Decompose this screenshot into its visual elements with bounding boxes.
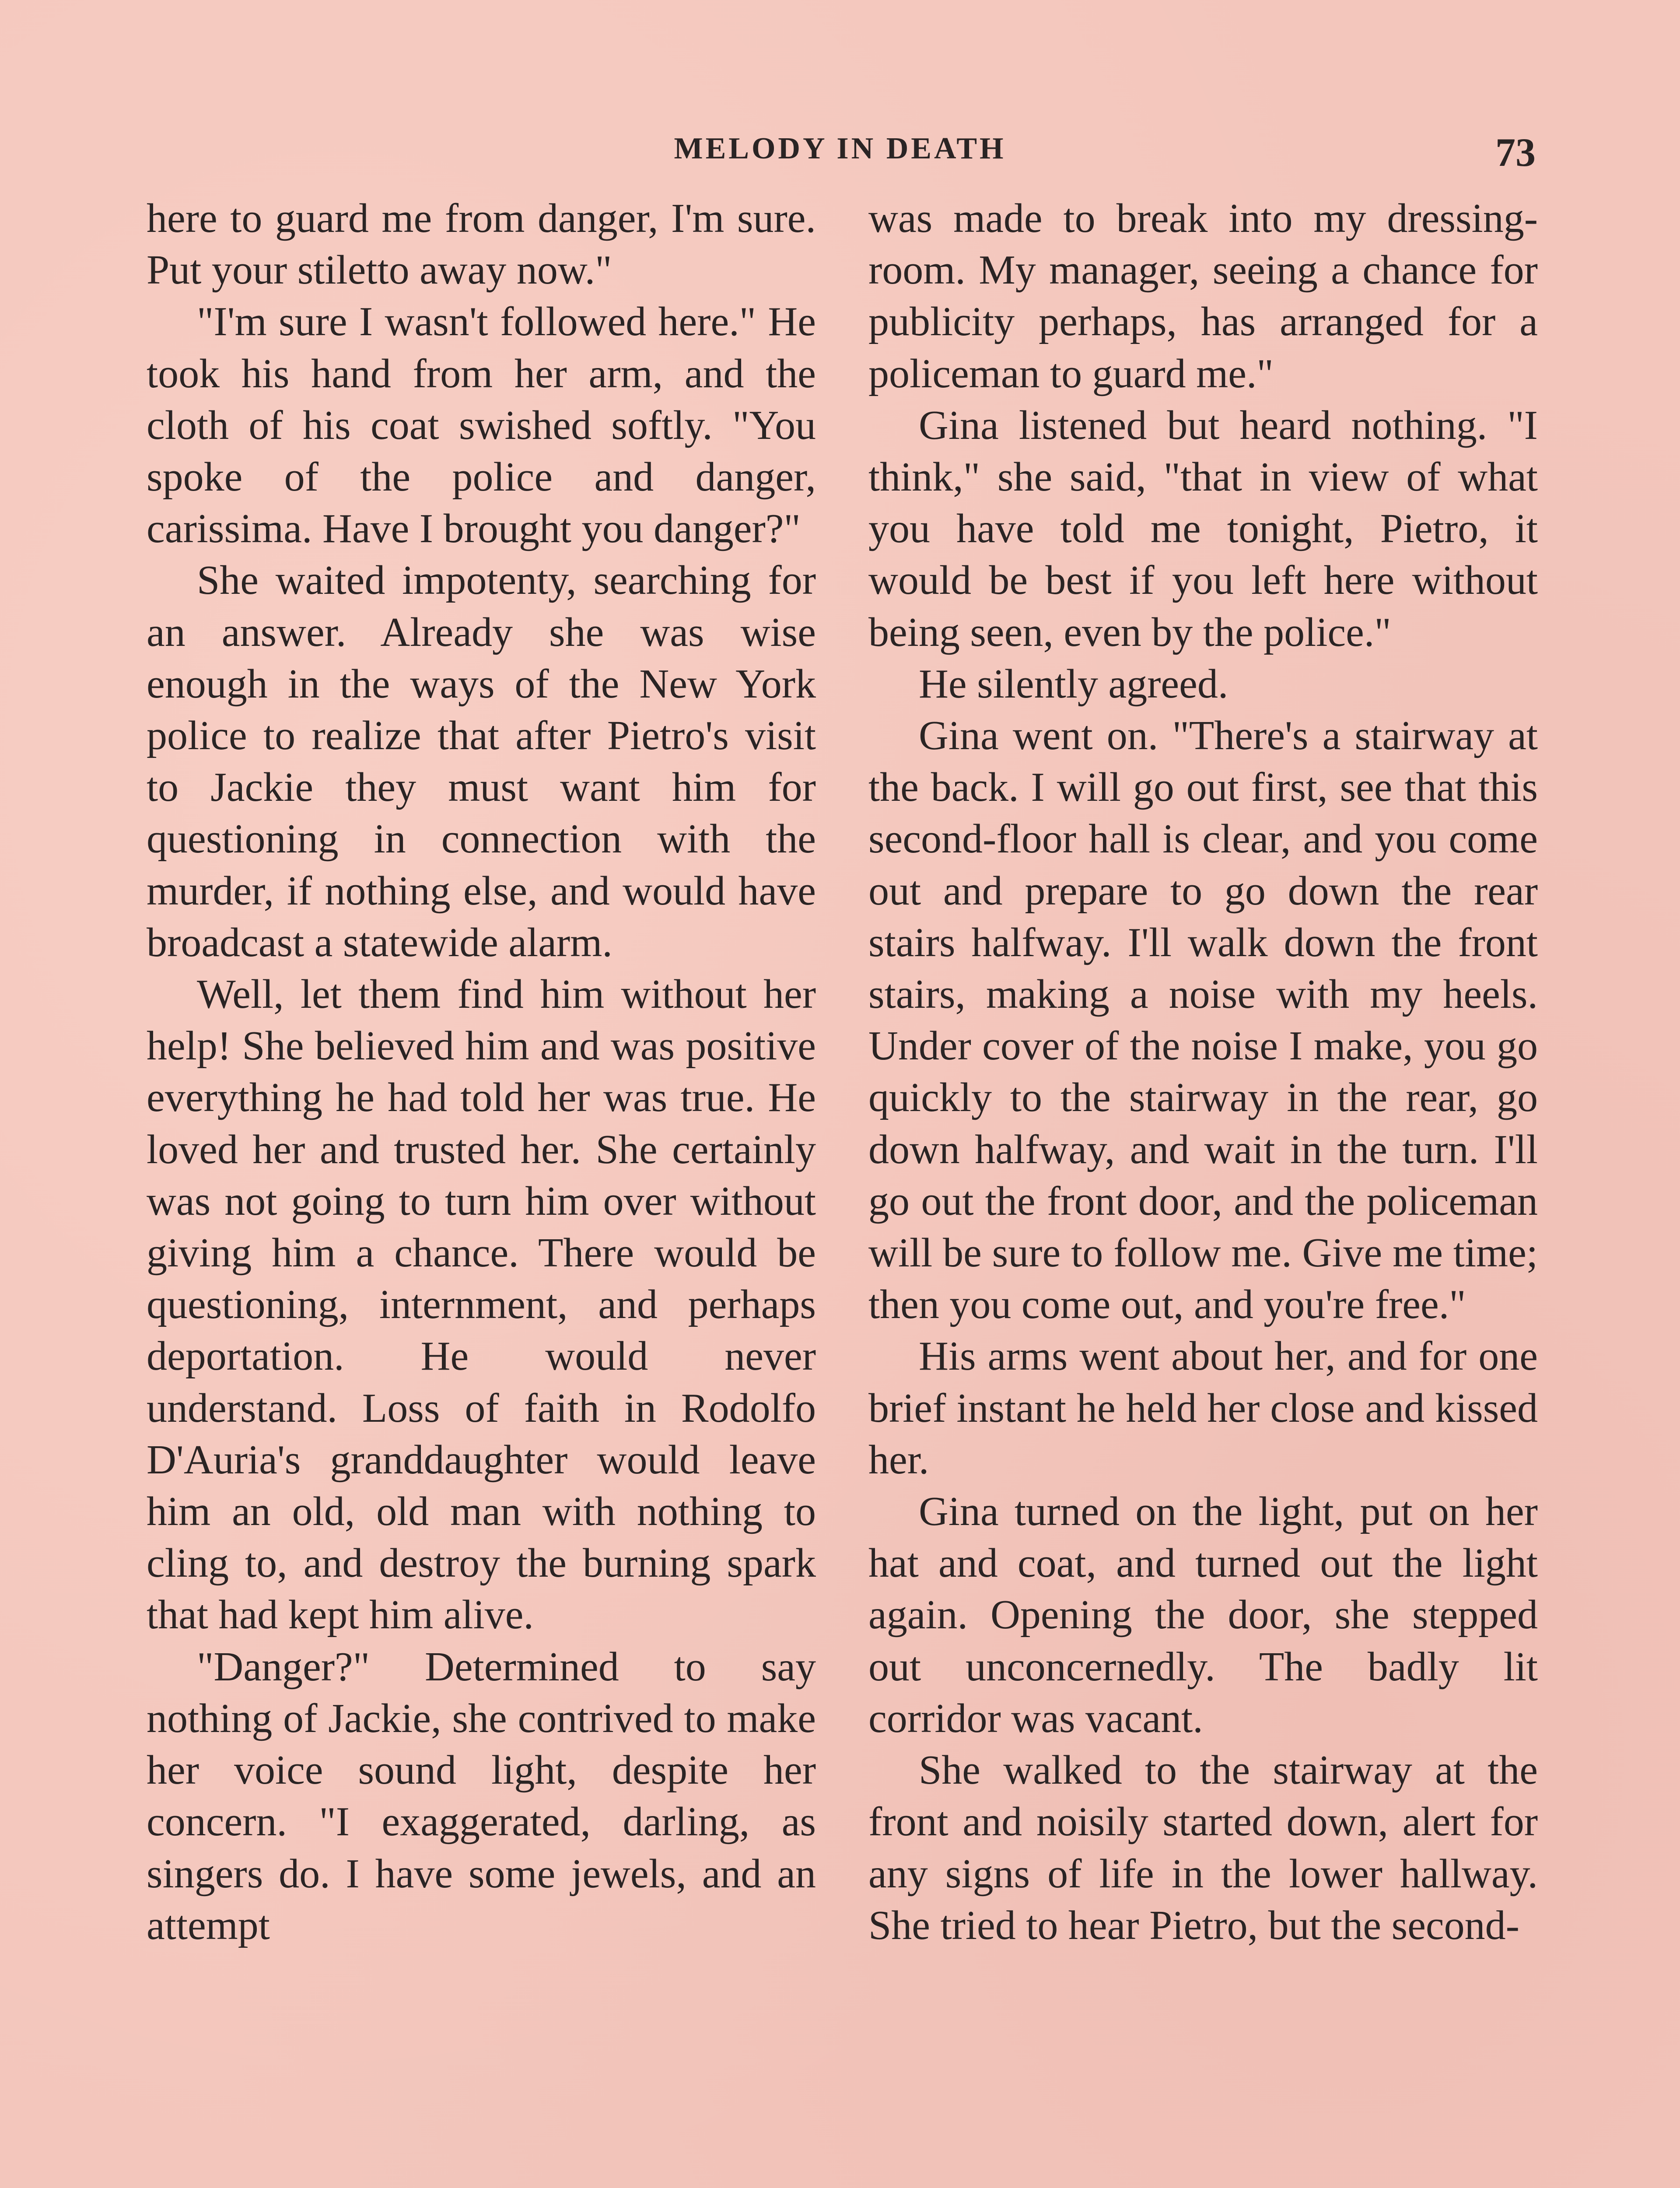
paragraph: here to guard me from danger, I'm sure. Put your stiletto away now.": [147, 196, 816, 293]
paragraph: was made to break into my dressing-room. My manager, seeing a chance for publicity perhaps, has arranged for a policeman to guard me.": [868, 196, 1538, 396]
paragraph: "I'm sure I wasn't followed here." He took his hand from her arm, and the cloth of his coat swished softly. "You spoke of the police and danger, carissima. Have I brought you danger?": [147, 299, 816, 552]
right-column: [868, 193, 1538, 1951]
paragraph: Gina turned on the light, put on her hat and coat, and turned out the light again. Opening the door, she stepped out unconcernedly. The badly lit corridor was vacant.: [868, 1489, 1538, 1741]
page-number: 73: [1495, 130, 1536, 175]
paragraph: She walked to the stairway at the front and noisily started down, alert for any signs of life in the lower hallway. She tried to hear Pietro, but the second-: [868, 1747, 1538, 1948]
paragraph: Gina listened but heard nothing. "I think," she said, "that in view of what you have told me tonight, Pietro, it would be best if you left here without being seen, even by the police.": [868, 402, 1538, 655]
paragraph: She waited impotenty, searching for an answer. Already she was wise enough in the ways of the New York police to realize that after Pietro's visit to Jackie they must want him for questioning in connection with the murder, if nothing else, and would have broadcast a statewide alarm.: [147, 558, 816, 965]
paragraph: "Danger?" Determined to say nothing of Jackie, she contrived to make her voice sound light, despite her concern. "I exaggerated, darling, as singers do. I have some jewels, and an attempt: [147, 1644, 816, 1948]
paragraph: He silently agreed.: [919, 661, 1228, 707]
running-title: MELODY IN DEATH: [674, 132, 1006, 165]
left-column: [147, 193, 816, 1951]
paragraph: Well, let them find him without her help! She believed him and was positive everything he had told her was true. He loved her and trusted her. She certainly was not going to turn him over without giving him a chance. There would be questioning, internment, and perhaps deportation. He would never understand. Loss of faith in Rodolfo D'Auria's granddaughter would leave him an old, old man with nothing to cling to, and destroy the burning spark that had kept him alive.: [147, 971, 816, 1638]
paragraph: Gina went on. "There's a stairway at the back. I will go out first, see that this second-floor hall is clear, and you come out and prepare to go down the rear stairs halfway. I'll walk down the front stairs, making a noise with my heels. Under cover of the noise I make, you go quickly to the stairway in the rear, go down halfway, and wait in the turn. I'll go out the front door, and the policeman will be sure to follow me. Give me time; then you come out, and you're free.": [868, 713, 1538, 1328]
paragraph: His arms went about her, and for one brief instant he held her close and kissed her.: [868, 1333, 1538, 1483]
